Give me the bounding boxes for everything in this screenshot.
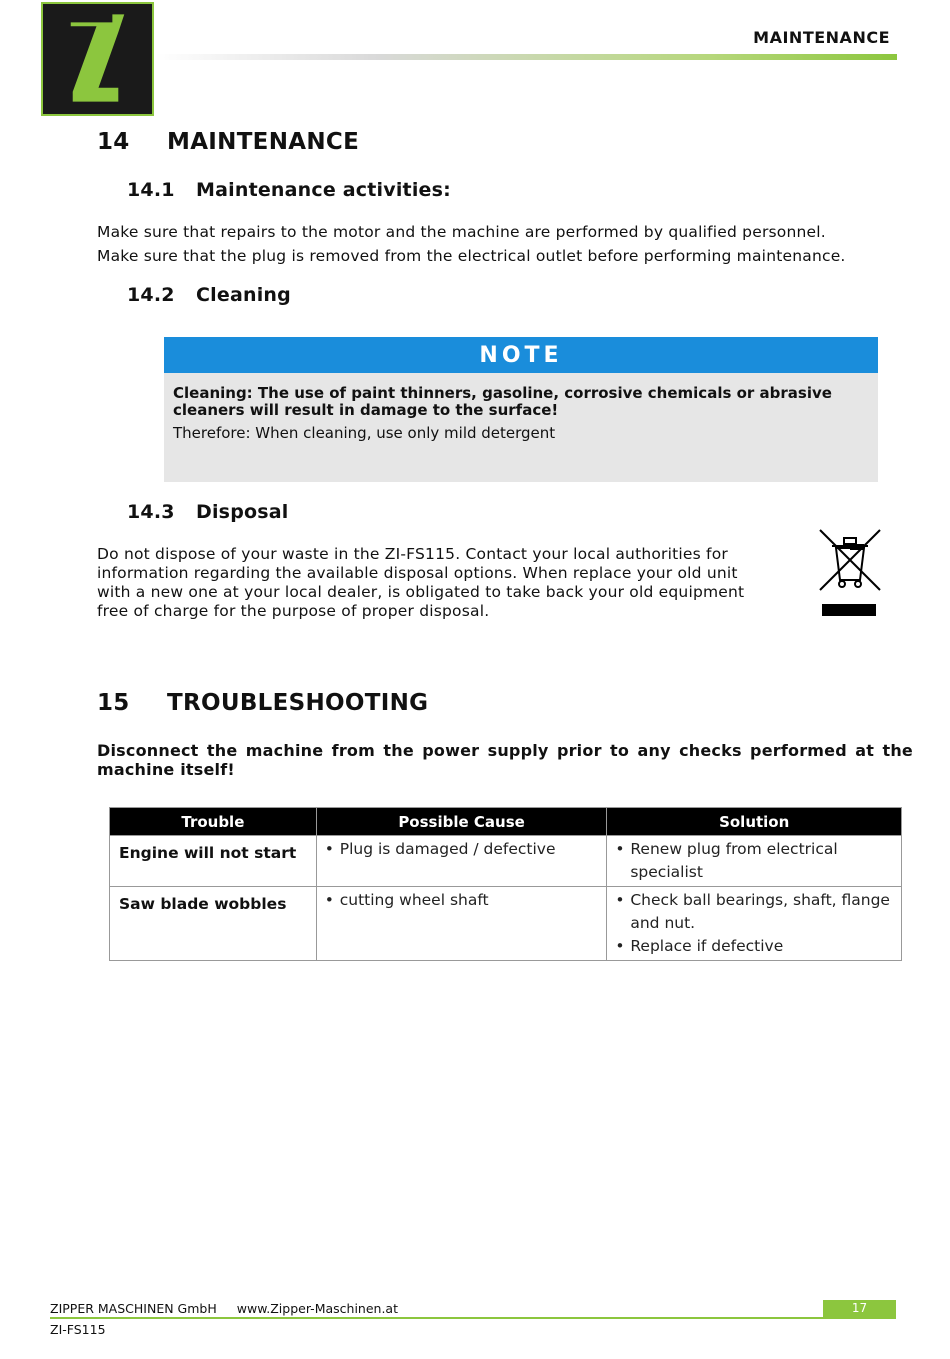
paragraph-line: Make sure that repairs to the motor and the machine are performed by qualified personnel. <box>97 223 826 241</box>
disposal-paragraph <box>97 545 744 621</box>
footer-website-link[interactable]: www.Zipper-Maschinen.at <box>236 1301 398 1316</box>
table-header-row <box>110 808 902 836</box>
footer-company: ZIPPER MASCHINEN GmbH <box>50 1301 217 1316</box>
maintenance-paragraph <box>97 220 846 268</box>
troubleshooting-table <box>109 807 902 961</box>
solution-item: • Check ball bearings, shaft, flange and nut. <box>615 889 893 935</box>
section-number: 14 <box>97 129 130 155</box>
trouble-cell: Engine will not start <box>110 836 317 887</box>
column-header: Trouble <box>110 808 317 836</box>
section-15-heading <box>97 690 428 716</box>
power-warning: Disconnect the machine from the power supply prior to any checks performed at the machine itself! <box>97 741 913 779</box>
cause-cell <box>316 887 607 961</box>
section-title: MAINTENANCE <box>167 129 360 155</box>
footer-rule <box>50 1317 896 1319</box>
cause-item: • Plug is damaged / defective <box>325 838 599 861</box>
header-title: MAINTENANCE <box>753 28 890 47</box>
paragraph-line: information regarding the available disposal options. When replace your old unit <box>97 564 738 582</box>
paragraph-line: Make sure that the plug is removed from the electrical outlet before performing maintenance. <box>97 247 846 265</box>
subsection-title: Cleaning <box>196 284 291 306</box>
company-logo <box>41 2 154 116</box>
header-rule <box>155 54 897 60</box>
note-body-text: Therefore: When cleaning, use only mild detergent <box>173 424 556 442</box>
subsection-number: 14.1 <box>127 179 175 201</box>
footer-model: ZI-FS115 <box>50 1322 106 1337</box>
subsection-number: 14.2 <box>127 284 175 306</box>
cause-cell <box>316 836 607 887</box>
trouble-cell: Saw blade wobbles <box>110 887 317 961</box>
section-14-heading <box>97 129 359 155</box>
subsection-title: Disposal <box>196 501 289 523</box>
zipper-logo-icon <box>43 4 152 114</box>
table-row <box>110 887 902 961</box>
weee-crossed-bin-icon <box>814 526 886 620</box>
note-heading: NOTE <box>164 337 878 373</box>
solution-item: • Renew plug from electrical specialist <box>615 838 893 884</box>
column-header: Possible Cause <box>316 808 607 836</box>
subsection-14-1-heading <box>127 179 451 201</box>
note-box <box>164 337 878 482</box>
column-header: Solution <box>607 808 902 836</box>
paragraph-line: with a new one at your local dealer, is obligated to take back your old equipment <box>97 583 745 601</box>
table-row <box>110 836 902 887</box>
solution-cell <box>607 836 902 887</box>
paragraph-line: Do not dispose of your waste in the ZI-FS115. Contact your local authorities for <box>97 545 728 563</box>
solution-cell <box>607 887 902 961</box>
section-number: 15 <box>97 690 130 716</box>
paragraph-line: free of charge for the purpose of proper disposal. <box>97 602 490 620</box>
subsection-14-3-heading <box>127 501 289 523</box>
note-warning-text: Cleaning: The use of paint thinners, gasoline, corrosive chemicals or abrasive cleaners will result in damage to the surface! <box>173 384 832 419</box>
subsection-number: 14.3 <box>127 501 175 523</box>
subsection-title: Maintenance activities: <box>196 179 451 201</box>
section-title: TROUBLESHOOTING <box>167 690 429 716</box>
page-number: 17 <box>823 1300 896 1317</box>
footer-company-line <box>50 1301 398 1316</box>
solution-item: • Replace if defective <box>615 935 893 958</box>
cause-item: • cutting wheel shaft <box>325 889 599 912</box>
subsection-14-2-heading <box>127 284 291 306</box>
